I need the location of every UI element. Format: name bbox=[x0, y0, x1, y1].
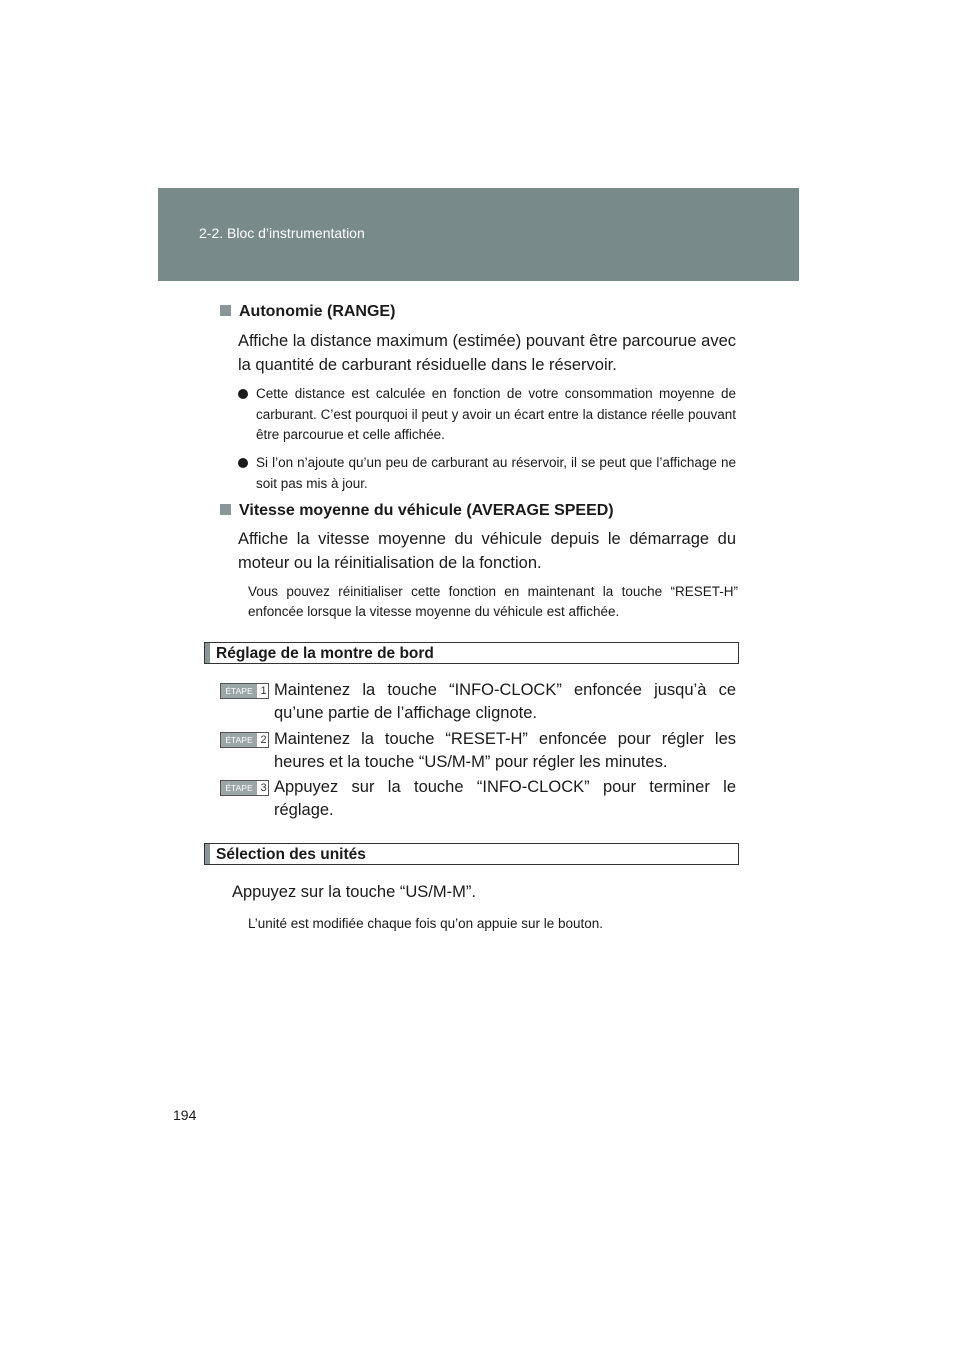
bullet-dot-icon bbox=[238, 389, 248, 399]
step-text: Appuyez sur la touche “INFO-CLOCK” pour terminer le réglage. bbox=[274, 778, 736, 819]
units-section-header bbox=[204, 843, 739, 865]
speed-description: Affiche la vitesse moyenne du véhicule depuis le démarrage du moteur ou la réinitialisation de la fonction. bbox=[238, 530, 736, 572]
range-heading: Autonomie (RANGE) bbox=[220, 303, 395, 321]
bullet-dot-icon bbox=[238, 458, 248, 468]
clock-section-title: Réglage de la montre de bord bbox=[216, 645, 434, 662]
section-bar bbox=[205, 844, 210, 864]
clock-section-header bbox=[204, 642, 739, 664]
units-instruction: Appuyez sur la touche “US/M-M”. bbox=[232, 883, 476, 901]
range-bullet-2: Si l’on n’ajoute qu’un peu de carburant au réservoir, il se peut que l’affichage ne soit pas mis à jour. bbox=[238, 453, 736, 494]
units-note: L’unité est modifiée chaque fois qu’on appuie sur le bouton. bbox=[248, 916, 604, 931]
speed-note: Vous pouvez réinitialiser cette fonction en maintenant la touche “RESET-H” enfoncée lorsque la vitesse moyenne du véhicule est affichée. bbox=[248, 584, 738, 619]
step-badge: ÉTAPE 1 bbox=[220, 683, 269, 699]
square-bullet-icon bbox=[220, 305, 231, 316]
page-number: 194 bbox=[173, 1107, 197, 1123]
speed-heading: Vitesse moyenne du véhicule (AVERAGE SPEED) bbox=[220, 502, 614, 520]
step-text: Maintenez la touche “INFO-CLOCK” enfoncée jusqu’à ce qu’une partie de l’affichage clignote. bbox=[274, 681, 736, 722]
step-badge: ÉTAPE 3 bbox=[220, 780, 269, 796]
chapter-header bbox=[158, 188, 799, 281]
square-bullet-icon bbox=[220, 504, 231, 515]
section-bar bbox=[205, 643, 210, 663]
range-bullet-1: Cette distance est calculée en fonction de votre consommation moyenne de carburant. C’est pourquoi il peut y avoir un écart entre la distance réelle pouvant être parcourue et celle affichée. bbox=[238, 384, 736, 446]
range-description: Affiche la distance maximum (estimée) pouvant être parcourue avec la quantité de carburant résiduelle dans le réservoir. bbox=[238, 332, 736, 374]
step-badge: ÉTAPE 2 bbox=[220, 732, 269, 748]
step-text: Maintenez la touche “RESET-H” enfoncée pour régler les heures et la touche “US/M-M” pour régler les minutes. bbox=[274, 730, 736, 771]
chapter-title: 2-2. Bloc d’instrumentation bbox=[199, 225, 365, 241]
units-section-title: Sélection des unités bbox=[216, 846, 366, 863]
